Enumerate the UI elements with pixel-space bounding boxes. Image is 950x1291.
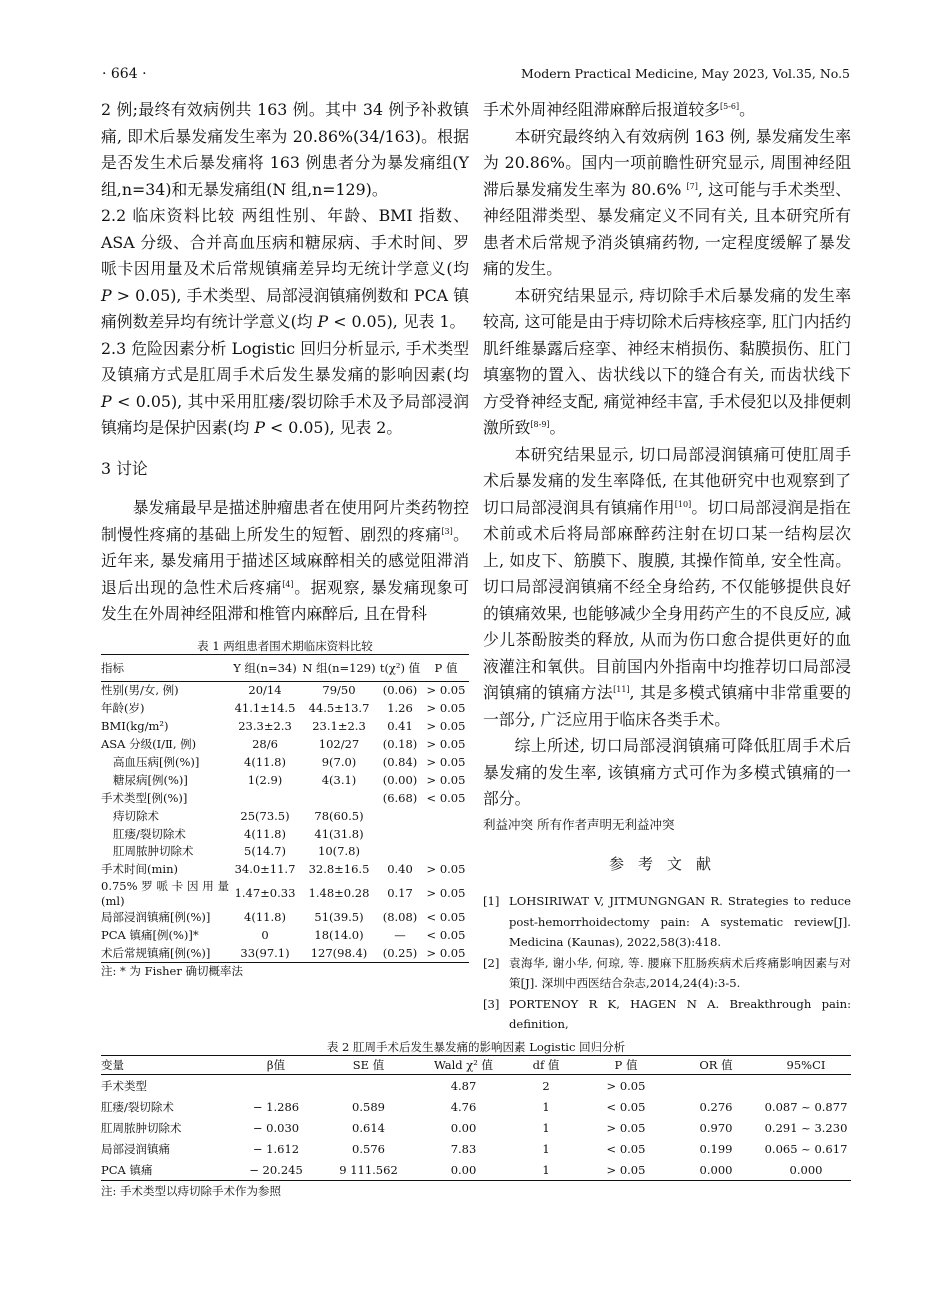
table1-note: 注: * 为 Fisher 确切概率法 <box>101 964 244 979</box>
table-row <box>101 771 469 789</box>
table-cell: − 1.286 <box>252 1099 300 1114</box>
paragraph: 手术外周神经阻滞麻醉后报道较多[5-6]。 <box>483 100 755 119</box>
section-heading: 3 讨论 <box>101 458 148 478</box>
table-cell <box>761 1075 851 1097</box>
reference-number: [3] <box>483 996 500 1011</box>
table-cell: 1 <box>542 1099 550 1114</box>
table-cell <box>423 843 469 861</box>
table-header-cell: SE 值 <box>321 1056 416 1075</box>
table-cell: 4(3.1) <box>321 772 357 787</box>
table-cell <box>301 789 377 807</box>
table-cell: 手术时间(min) <box>101 862 178 877</box>
table-cell <box>423 807 469 825</box>
table1 <box>101 654 469 964</box>
table-cell: > 0.05 <box>426 772 466 787</box>
table-cell: 0.17 <box>387 886 413 901</box>
table-cell: 1.47±0.33 <box>234 886 296 901</box>
table2-caption: 表 2 肛周手术后发生暴发痛的影响因素 Logistic 回归分析 <box>326 1040 626 1054</box>
table-cell: 0.41 <box>387 719 413 734</box>
table-cell: − 20.245 <box>249 1162 303 1177</box>
table1-caption: 表 1 两组患者围术期临床资料比较 <box>197 638 373 653</box>
table-row <box>101 825 469 843</box>
table-cell: BMI(kg/m²) <box>101 719 169 734</box>
table-cell: (8.08) <box>382 910 418 925</box>
table-cell: — <box>394 928 406 943</box>
table-cell: > 0.05 <box>606 1162 646 1177</box>
table-cell: 0.40 <box>387 862 413 877</box>
table-cell: 0.00 <box>450 1162 477 1177</box>
table-cell: 1 <box>542 1162 550 1177</box>
table-cell: 23.1±2.3 <box>312 719 366 734</box>
table-cell: (0.00) <box>382 772 418 787</box>
table-header-cell: P 值 <box>581 1056 671 1075</box>
table-cell: 1(2.9) <box>247 772 283 787</box>
table-cell: 1 <box>542 1141 550 1156</box>
table-cell: 1 <box>542 1120 550 1135</box>
table-header-cell: df 值 <box>511 1056 581 1075</box>
table-cell: > 0.05 <box>426 701 466 716</box>
table-cell: > 0.05 <box>426 755 466 769</box>
table-cell: 0.276 <box>699 1099 733 1114</box>
table-cell: 34.0±11.7 <box>234 862 296 877</box>
table-cell: 20/14 <box>248 683 282 698</box>
table-header-cell: t(χ²) 值 <box>377 654 423 682</box>
table-row <box>101 1138 851 1159</box>
table-cell: 肛周脓肿切除术 <box>101 1120 182 1135</box>
table-cell: (0.25) <box>382 946 418 961</box>
table-cell: < 0.05 <box>426 790 466 805</box>
table-cell: 4(11.8) <box>244 910 286 925</box>
table-row <box>101 945 469 963</box>
table-cell: 0 <box>261 928 269 943</box>
table-cell: 41(31.8) <box>314 826 364 841</box>
table-cell: 1.48±0.28 <box>308 886 370 901</box>
reference-item <box>483 953 851 994</box>
table-cell: 4(11.8) <box>244 826 286 841</box>
page-number: · 664 · <box>102 66 147 82</box>
paragraph: 综上所述, 切口局部浸润镇痛可降低肛周手术后暴发痛的发生率, 该镇痛方式可作为多模式镇痛的一部分。 <box>483 736 851 808</box>
table-cell: 4.76 <box>450 1099 477 1114</box>
table-header-cell: N 组(n=129) <box>301 654 377 682</box>
table-cell: ASA 分级(Ⅰ/Ⅱ, 例) <box>101 737 197 752</box>
reference-number: [1] <box>483 894 500 908</box>
table-row <box>101 1159 851 1181</box>
table-cell: 7.83 <box>450 1141 477 1156</box>
table-cell: > 0.05 <box>426 719 466 734</box>
table-header-cell: P 值 <box>423 654 469 682</box>
table-cell: 10(7.8) <box>318 844 360 859</box>
table-cell: 0.75%罗哌卡因用量(ml) <box>101 878 229 908</box>
table-cell: 0.614 <box>352 1120 385 1135</box>
table2 <box>101 1055 851 1181</box>
table-cell: 0.970 <box>699 1120 733 1135</box>
table-cell: < 0.05 <box>606 1099 646 1114</box>
table-cell: 0.589 <box>352 1099 385 1114</box>
table-row <box>101 789 469 807</box>
paragraph-2-2: 2.2 临床资料比较 两组性别、年龄、BMI 指数、ASA 分级、合并高血压病和糖尿病、手术时间、罗哌卡因用量及术后常规镇痛差异均无统计学意义(均 P > 0.05), 手术类型、局部浸润镇痛例数和 PCA 镇痛例数差异均有统计学意义(均 P < 0.05), 见表 1。 <box>101 206 469 331</box>
table-row <box>101 682 469 700</box>
reference-item <box>483 994 851 1035</box>
table-cell: 5(14.7) <box>244 844 286 859</box>
table-cell: PCA 镇痛 <box>101 1162 153 1177</box>
table-cell: 9(7.0) <box>321 755 357 769</box>
table-row <box>101 861 469 879</box>
table-cell: 44.5±13.7 <box>308 701 370 716</box>
table-cell: < 0.05 <box>606 1141 646 1156</box>
table-cell: PCA 镇痛[例(%)]* <box>101 928 199 943</box>
table-cell: 0.000 <box>789 1162 823 1177</box>
table-cell: 79/50 <box>322 683 356 698</box>
table-row <box>101 843 469 861</box>
table-cell: 局部浸润镇痛 <box>101 1141 170 1156</box>
table-header-cell: 95%CI <box>761 1056 851 1075</box>
table-cell: > 0.05 <box>426 886 466 901</box>
table-cell: > 0.05 <box>426 737 466 752</box>
table-cell <box>671 1075 761 1097</box>
table-cell: 肛周脓肿切除术 <box>113 844 194 859</box>
table-cell: 0.199 <box>699 1141 733 1156</box>
table-cell: 肛瘘/裂切除术 <box>113 826 186 841</box>
table-cell: > 0.05 <box>426 683 466 698</box>
reference-text: 袁海华, 谢小华, 何琼, 等. 腰麻下肛肠疾病术后疼痛影响因素与对策[J]. 深圳中西医结合杂志,2014,24(4):3-5. <box>509 955 851 990</box>
left-column <box>101 97 469 979</box>
table-cell: 102/27 <box>318 737 360 752</box>
table-cell: 糖尿病[例(%)] <box>113 772 188 787</box>
reference-text: PORTENOY R K, HAGEN N A. Breakthrough pain: definition, <box>509 996 851 1031</box>
table1-header <box>101 654 469 682</box>
table-cell: 51(39.5) <box>314 910 364 925</box>
journal-header: Modern Practical Medicine, May 2023, Vol.35, No.5 <box>520 66 850 81</box>
table-cell: 78(60.5) <box>314 808 364 823</box>
table-cell: 性别(男/女, 例) <box>101 683 179 698</box>
table-row <box>101 927 469 945</box>
table-cell: < 0.05 <box>426 910 466 925</box>
table-cell: > 0.05 <box>606 1078 646 1093</box>
table-cell: 手术类型[例(%)] <box>101 790 188 805</box>
table-row <box>101 700 469 718</box>
table-cell: 手术类型 <box>101 1078 147 1093</box>
table-cell <box>231 1075 321 1097</box>
reference-number: [2] <box>483 955 500 970</box>
table-cell: 4.87 <box>450 1078 477 1093</box>
reference-list <box>483 891 851 1035</box>
table-cell: 4(11.8) <box>244 755 286 769</box>
table-header-cell: 指标 <box>101 654 229 682</box>
table-header-cell: Wald χ² 值 <box>416 1056 511 1075</box>
table-row <box>101 909 469 927</box>
table-cell: 23.3±2.3 <box>238 719 292 734</box>
table2-note: 注: 手术类型以痔切除手术作为参照 <box>101 1184 282 1198</box>
table-cell: 年龄(岁) <box>101 701 145 716</box>
table-cell: (6.68) <box>382 790 418 805</box>
table-row <box>101 1096 851 1117</box>
table-header-cell: 变量 <box>101 1056 231 1075</box>
table-row <box>101 1075 851 1097</box>
table-cell: 32.8±16.5 <box>308 862 370 877</box>
table-header-cell: Y 组(n=34) <box>229 654 301 682</box>
table-row <box>101 1117 851 1138</box>
table-cell: 0.087 ~ 0.877 <box>764 1099 848 1114</box>
table-cell: 0.576 <box>352 1141 385 1156</box>
table-cell: − 0.030 <box>252 1120 300 1135</box>
table-cell: 127(98.4) <box>310 946 368 961</box>
paragraph: 本研究最终纳入有效病例 163 例, 暴发痛发生率为 20.86%。国内一项前瞻性研究显示, 周围神经阻滞后暴发痛发生率为 80.6% [7], 这可能与手术类型、神经阻滞类型、暴发痛定义不同有关, 且本研究所有患者术后常规予消炎镇痛药物, 一定程度缓解了暴发痛的发生。 <box>483 126 851 278</box>
table-cell: 41.1±14.5 <box>234 701 296 716</box>
table-cell <box>377 843 423 861</box>
table-row <box>101 879 469 909</box>
table-cell: > 0.05 <box>426 862 466 877</box>
table-cell <box>377 825 423 843</box>
reference-text: LOHSIRIWAT V, JITMUNGNGAN R. Strategies to reduce post-hemorrhoidectomy pain: A systematic review[J]. Medicina (Kaunas), 2022,58(3):418. <box>509 894 851 949</box>
table-cell: 肛瘘/裂切除术 <box>101 1099 174 1114</box>
table-cell: − 1.612 <box>252 1141 300 1156</box>
paragraph: 本研究结果显示, 痔切除手术后暴发痛的发生率较高, 这可能是由于痔切除术后痔核痉挛, 肛门内括约肌纤维暴露后痉挛、神经末梢损伤、黏膜损伤、肛门填塞物的置入、齿状线以下的缝合有关, 而齿状线下方受脊神经支配, 痛觉神经丰富, 手术侵犯以及排便刺激所致[8-9]。 <box>483 285 851 437</box>
table-cell <box>321 1075 416 1097</box>
table-row <box>101 736 469 754</box>
right-column <box>483 97 851 1035</box>
table-cell: (0.18) <box>382 737 418 752</box>
table-cell: 术后常规镇痛[例(%)] <box>101 946 211 961</box>
table-cell: 18(14.0) <box>314 928 364 943</box>
table-header-cell: OR 值 <box>671 1056 761 1075</box>
table-cell: (0.84) <box>382 755 418 769</box>
references-title: 参考文献 <box>608 854 725 873</box>
table-header-cell: β值 <box>231 1056 321 1075</box>
table-cell: 28/6 <box>252 737 278 752</box>
table-row <box>101 754 469 772</box>
table-cell: 0.000 <box>699 1162 733 1177</box>
table-cell: 0.065 ~ 0.617 <box>764 1141 848 1156</box>
table-cell: 33(97.1) <box>240 946 290 961</box>
table2-block <box>101 1039 851 1199</box>
table-cell: 1.26 <box>387 701 413 716</box>
paragraph: 暴发痛最早是描述肿瘤患者在使用阿片类药物控制慢性疼痛的基础上所发生的短暂、剧烈的疼痛[3]。近年来, 暴发痛用于描述区域麻醉相关的感觉阻滞消退后出现的急性术后疼痛[4]。据观察, 暴发痛现象可发生在外周神经阻滞和椎管内麻醉后, 且在骨科 <box>101 498 469 623</box>
table-cell: 局部浸润镇痛[例(%)] <box>101 910 211 925</box>
table2-header <box>101 1056 851 1075</box>
table-cell: > 0.05 <box>606 1120 646 1135</box>
table-cell: 高血压病[例(%)] <box>113 755 200 769</box>
table-cell: 25(73.5) <box>240 808 290 823</box>
table-row <box>101 807 469 825</box>
paragraph-2-3: 2.3 危险因素分析 Logistic 回归分析显示, 手术类型及镇痛方式是肛周手术后发生暴发痛的影响因素(均 P < 0.05), 其中采用肛瘘/裂切除手术及予局部浸润镇痛均是保护因素(均 P < 0.05), 见表 2。 <box>101 338 469 437</box>
table-cell: 9 111.562 <box>339 1162 398 1177</box>
table-cell: < 0.05 <box>426 928 466 943</box>
paragraph: 本研究结果显示, 切口局部浸润镇痛可使肛周手术后暴发痛的发生率降低, 在其他研究中也观察到了切口局部浸润具有镇痛作用[10]。切口局部浸润是指在术前或术后将局部麻醉药注射在切口某一结构层次上, 如皮下、筋膜下、腹膜, 其操作简单, 安全性高。切口局部浸润镇痛不经全身给药, 不仅能够提供良好的镇痛效果, 也能够减少全身用药产生的不良反应, 减少儿茶酚胺类的释放, 从而为伤口愈合提供更好的血液灌注和氧供。目前国内外指南中均推荐切口局部浸润镇痛的镇痛方法[11], 其是多模式镇痛中非常重要的一部分, 广泛应用于临床各类手术。 <box>483 444 851 729</box>
table-cell: 痔切除术 <box>113 808 159 823</box>
table-cell <box>377 807 423 825</box>
table-cell: 0.00 <box>450 1120 477 1135</box>
table-cell: (0.06) <box>382 683 418 698</box>
table-row <box>101 718 469 736</box>
reference-item <box>483 891 851 953</box>
table-cell <box>229 789 301 807</box>
table-cell: > 0.05 <box>426 946 466 961</box>
paragraph: 2 例;最终有效病例共 163 例。其中 34 例予补救镇痛, 即术后暴发痛发生率为 20.86%(34/163)。根据是否发生术后暴发痛将 163 例患者分为暴发痛组(Y 组,n=34)和无暴发痛组(N 组,n=129)。 <box>101 100 469 199</box>
table-cell <box>423 825 469 843</box>
conflict-of-interest: 利益冲突 所有作者声明无利益冲突 <box>483 816 675 832</box>
table-cell: 2 <box>542 1078 550 1093</box>
table-cell: 0.291 ~ 3.230 <box>764 1120 848 1135</box>
